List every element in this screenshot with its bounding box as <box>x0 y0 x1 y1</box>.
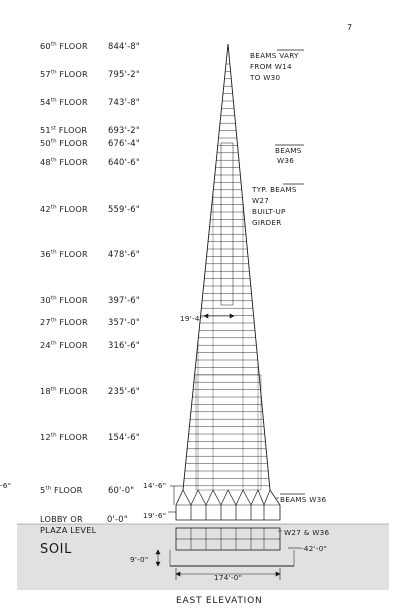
page-number: 7 <box>347 23 353 32</box>
typ-beams-1: TYP. BEAMS <box>252 185 297 194</box>
floor-label: 60th FLOOR <box>40 41 88 51</box>
floor-elevation: 60'-0" <box>108 485 135 495</box>
floor-elevation: 154'-6" <box>108 432 140 442</box>
dim-width-base: 19'-6" <box>143 511 167 520</box>
floor-label: 24th FLOOR <box>40 340 88 350</box>
floor-elevation: 235'-6" <box>108 386 140 396</box>
floor-elevation: 478'-6" <box>108 249 140 259</box>
floor-label: 30th FLOOR <box>40 295 88 305</box>
floor-elevation: 844'-8" <box>108 41 140 51</box>
dim-width-30th: 19'-4" <box>180 314 204 323</box>
beams-w36-lower: BEAMS W36 <box>280 495 327 504</box>
floor-label: 57th FLOOR <box>40 69 88 79</box>
beams-w36-1: BEAMS <box>275 146 302 155</box>
w27-w36: W27 & W36 <box>284 528 330 537</box>
dim-foundation-elev: -42'-0" <box>301 544 328 553</box>
plaza-label: PLAZA LEVEL <box>40 525 97 535</box>
floor-label: 12th FLOOR <box>40 432 88 442</box>
floor-lines <box>183 64 269 486</box>
floor-label: 51st FLOOR <box>40 125 88 135</box>
floor-label: 54th FLOOR <box>40 97 88 107</box>
beams-w36-2: W36 <box>277 156 295 165</box>
floor-elevation: 693'-2" <box>108 125 140 135</box>
beams-vary-2: FROM W14 <box>250 62 292 71</box>
floor-elevation: 559'-6" <box>108 204 140 214</box>
core-lower <box>196 375 261 490</box>
typ-beams-2: W27 <box>252 196 270 205</box>
floor-elevation: 743'-8" <box>108 97 140 107</box>
typ-beams-3: BUILT-UP <box>252 207 286 216</box>
lobby-label: LOBBY OR <box>40 514 83 524</box>
floor-label: 36th FLOOR <box>40 249 88 259</box>
floor-label: 48th FLOOR <box>40 157 88 167</box>
soil-label: SOIL <box>40 542 72 557</box>
dim-foundation-width: 174'-0" <box>214 573 243 582</box>
dim-foundation-depth: 9'-0" <box>130 555 149 564</box>
dim-cut-left: -6" <box>0 481 12 490</box>
floor-elevation: 316'-6" <box>108 340 140 350</box>
floor-elevation: 357'-0" <box>108 317 140 327</box>
floor-label: 27th FLOOR <box>40 317 88 327</box>
floor-label: 50th FLOOR <box>40 138 88 148</box>
floor-label: 5th FLOOR <box>40 485 83 495</box>
floor-label: 42th FLOOR <box>40 204 88 214</box>
floor-elevation: 676'-4" <box>108 138 140 148</box>
floor-label: 18th FLOOR <box>40 386 88 396</box>
typ-beams-4: GIRDER <box>252 218 282 227</box>
floor-elevation: 795'-2" <box>108 69 140 79</box>
floor-elevation: 397'-6" <box>108 295 140 305</box>
dim-width-5th: 14'-6" <box>143 481 167 490</box>
tower <box>170 44 294 566</box>
caption: EAST ELEVATION <box>176 596 263 606</box>
column-lines <box>198 193 258 490</box>
floor-elevation: 640'-6" <box>108 157 140 167</box>
floor-labels <box>40 41 140 495</box>
beams-vary-1: BEAMS VARY <box>250 51 299 60</box>
core-upper <box>221 143 233 305</box>
lobby-elevation: 0'-0" <box>107 514 128 524</box>
beams-vary-3: TO W30 <box>250 73 281 82</box>
